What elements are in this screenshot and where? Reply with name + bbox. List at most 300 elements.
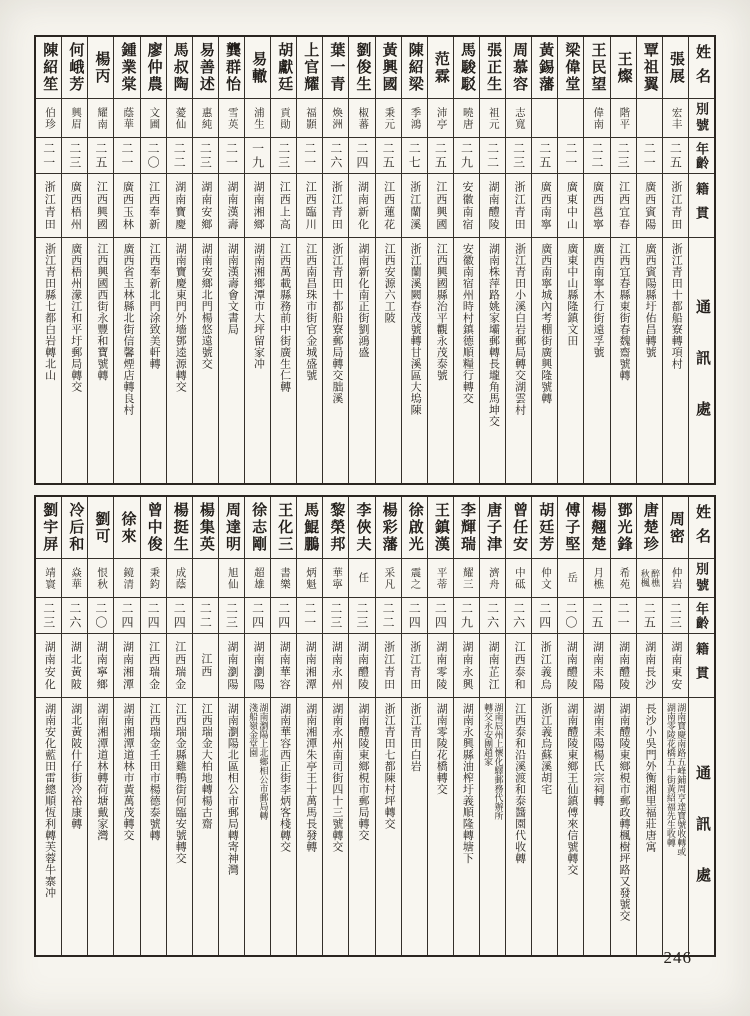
entry-name-text: 易轍 xyxy=(250,50,267,85)
entry-hao xyxy=(271,559,296,598)
entry-hao xyxy=(349,559,374,598)
entry-native xyxy=(532,174,557,238)
entry-name xyxy=(297,497,322,559)
entry-address xyxy=(584,698,609,955)
entry-column xyxy=(610,37,636,483)
entry-native-text: 浙江青田 xyxy=(43,180,56,231)
entry-address-text: 廣西梧州濛江和平圩郵局轉交 xyxy=(69,243,82,393)
entry-name xyxy=(480,497,505,559)
entry-native-text: 湖南醴陵 xyxy=(617,640,630,691)
entry-age xyxy=(637,598,662,634)
entry-column xyxy=(401,497,427,955)
entry-address xyxy=(349,238,374,483)
entry-name xyxy=(36,37,61,99)
entry-age-text: 二一 xyxy=(41,141,56,170)
entry-name xyxy=(637,497,662,559)
entry-native-text: 湖南耒陽 xyxy=(591,640,604,691)
entry-address xyxy=(611,698,636,955)
entry-name-text: 胡廷芳 xyxy=(537,502,554,553)
entry-hao xyxy=(219,559,244,598)
entry-age-text: 二〇 xyxy=(93,601,108,630)
entry-native-text: 湖南醴陵 xyxy=(565,640,578,691)
entry-column xyxy=(113,497,139,955)
entry-name xyxy=(558,497,583,559)
entry-native-text: 浙江蘭溪 xyxy=(408,180,421,231)
entry-address xyxy=(62,698,87,955)
entry-column xyxy=(636,497,662,955)
entry-column xyxy=(427,497,453,955)
entry-hao xyxy=(62,99,87,138)
entry-name xyxy=(245,37,270,99)
entry-column xyxy=(610,497,636,955)
entry-native xyxy=(36,174,61,238)
entry-age-text: 二一 xyxy=(642,141,657,170)
entry-hao-text: 平蒂 xyxy=(435,566,447,590)
header-native-label: 籍貫 xyxy=(693,181,709,230)
entry-hao xyxy=(88,99,113,138)
entry-hao-text: 恨秋 xyxy=(96,566,108,590)
entry-name-text: 黃錫藩 xyxy=(537,42,554,93)
entry-age xyxy=(584,598,609,634)
entry-age-text: 二四 xyxy=(120,601,135,630)
entry-age xyxy=(428,138,453,174)
directory-table-top xyxy=(34,35,716,485)
entry-address-text: 浙江青田十都船寮轉項村 xyxy=(670,243,683,370)
entry-age-text: 二五 xyxy=(642,601,657,630)
entry-age xyxy=(88,138,113,174)
entry-native xyxy=(480,634,505,698)
entry-age xyxy=(611,138,636,174)
entry-age-text: 二三 xyxy=(355,601,370,630)
entry-hao-text: 煥洲 xyxy=(331,106,343,130)
entry-name-text: 鄧光鋒 xyxy=(615,502,632,553)
entry-name xyxy=(62,497,87,559)
entry-native-text: 廣西邕寧 xyxy=(591,180,604,231)
entry-column xyxy=(505,497,531,955)
entry-native xyxy=(663,634,688,698)
entry-name xyxy=(245,497,270,559)
entry-address-text: 江西興國縣治平觀永茂泰號 xyxy=(435,243,448,381)
entry-native-text: 湖南安化 xyxy=(43,640,56,691)
entry-address-text: 江西安源六工陂 xyxy=(383,243,396,324)
entry-age xyxy=(297,138,322,174)
entry-hao xyxy=(663,99,688,138)
entry-address xyxy=(663,698,688,955)
entry-column xyxy=(662,37,688,483)
entry-age-text: 二一 xyxy=(224,141,239,170)
entry-address-text: 湖南永興縣油榨圩義順隆轉塘下 xyxy=(461,703,474,864)
entry-name-text: 李俠夫 xyxy=(354,502,371,553)
entry-hao-text: 超雄 xyxy=(252,566,264,590)
entry-hao-text: 月樵 xyxy=(592,566,604,590)
entry-hao-text: 蔭華 xyxy=(122,106,134,130)
entry-name-text: 周密 xyxy=(667,510,684,545)
entry-name xyxy=(141,497,166,559)
entry-name xyxy=(219,37,244,99)
entry-age-text: 二五 xyxy=(537,141,552,170)
entry-address xyxy=(532,238,557,483)
entry-column xyxy=(61,497,87,955)
entry-hao xyxy=(271,99,296,138)
entry-hao xyxy=(428,559,453,598)
entry-native-text: 廣西南寧 xyxy=(539,180,552,231)
header-name-label: 姓名 xyxy=(693,503,710,552)
entry-address xyxy=(62,238,87,483)
entry-address xyxy=(428,698,453,955)
entry-address xyxy=(506,238,531,483)
entry-native xyxy=(532,634,557,698)
entry-column xyxy=(192,37,218,483)
entry-age-text: 二三 xyxy=(224,601,239,630)
entry-native xyxy=(480,174,505,238)
entry-age-text: 二一 xyxy=(302,601,317,630)
entry-name xyxy=(532,497,557,559)
entry-native xyxy=(193,174,218,238)
entry-hao xyxy=(376,559,401,598)
entry-native-text: 浙江青田 xyxy=(669,180,682,231)
entry-name xyxy=(349,497,374,559)
entry-hao xyxy=(141,559,166,598)
entry-hao-text: 耀南 xyxy=(96,106,108,130)
entry-age-text: 二一 xyxy=(563,141,578,170)
entry-age-text: 二三 xyxy=(67,141,82,170)
entry-column xyxy=(375,37,401,483)
entry-column xyxy=(140,37,166,483)
entry-age xyxy=(167,598,192,634)
entry-name xyxy=(62,37,87,99)
entry-native xyxy=(637,634,662,698)
entry-address xyxy=(36,698,61,955)
entry-name-text: 胡獻廷 xyxy=(276,42,293,93)
entry-address-text: 湖北黃陂什仔街冷裕康轉 xyxy=(69,703,82,830)
entry-name xyxy=(193,497,218,559)
entry-hao xyxy=(532,99,557,138)
entry-age-text: 二一 xyxy=(616,601,631,630)
entry-native xyxy=(271,174,296,238)
entry-hao xyxy=(62,559,87,598)
entry-column xyxy=(36,497,61,955)
entry-native xyxy=(323,634,348,698)
entry-age xyxy=(62,138,87,174)
entry-age-text: 二一 xyxy=(120,141,135,170)
header-hao-label: 別號 xyxy=(693,102,709,134)
entry-address xyxy=(219,698,244,955)
entry-age xyxy=(271,138,296,174)
entry-native-text: 江西宜春 xyxy=(617,180,630,231)
entry-name-text: 劉宇屏 xyxy=(41,502,58,553)
entry-name xyxy=(663,37,688,99)
entry-address xyxy=(663,238,688,483)
entry-age-text: 二四 xyxy=(250,601,265,630)
entry-native xyxy=(297,174,322,238)
entry-name xyxy=(167,37,192,99)
entry-native xyxy=(349,174,374,238)
entry-age-text: 二三 xyxy=(668,601,683,630)
entry-address-text: 湖南湘潭道林轉荷塘戴家灣 xyxy=(95,703,108,841)
entry-column xyxy=(375,497,401,955)
entry-column xyxy=(505,37,531,483)
entry-address xyxy=(637,698,662,955)
entry-column xyxy=(531,497,557,955)
entry-hao xyxy=(219,99,244,138)
entry-native xyxy=(141,634,166,698)
entry-age xyxy=(36,598,61,634)
entry-age xyxy=(558,138,583,174)
entry-age-text: 二四 xyxy=(276,601,291,630)
entry-address-part: 湖南零陵花橋五十街黃紹福先生收轉 xyxy=(665,703,676,847)
entry-native-text: 江西上高 xyxy=(278,180,291,231)
entry-hao xyxy=(193,99,218,138)
entry-native xyxy=(114,634,139,698)
entry-native-text: 湖北黃陂 xyxy=(69,640,82,691)
entry-hao xyxy=(663,559,688,598)
entry-age xyxy=(141,138,166,174)
entry-address xyxy=(428,238,453,483)
entry-column xyxy=(662,497,688,955)
entry-column xyxy=(61,37,87,483)
entry-hao-text: 沛亭 xyxy=(435,106,447,130)
entry-native xyxy=(88,174,113,238)
entry-age xyxy=(376,138,401,174)
entry-hao-text: 曉唐 xyxy=(461,106,473,130)
entry-name xyxy=(376,37,401,99)
entry-address-text: 湖南永州南司街四十三號轉交 xyxy=(330,703,343,853)
entry-hao xyxy=(454,559,479,598)
entry-hao-text: 焱華 xyxy=(70,566,82,590)
entry-name-text: 葉一青 xyxy=(328,42,345,93)
entry-age xyxy=(637,138,662,174)
entry-native-text: 江西奉新 xyxy=(147,180,160,231)
entry-age-text: 二四 xyxy=(146,601,161,630)
header-native-cell xyxy=(689,634,714,698)
entry-age-text: 二九 xyxy=(459,601,474,630)
entry-address-dual xyxy=(665,703,685,856)
entry-column xyxy=(140,497,166,955)
entry-age xyxy=(193,598,218,634)
entry-native xyxy=(637,174,662,238)
entry-hao-text: 鏡清 xyxy=(122,566,134,590)
entry-hao-text: 成蔭 xyxy=(174,566,186,590)
entry-address xyxy=(532,698,557,955)
entry-hao-text: 文圃 xyxy=(148,106,160,130)
entry-address-text: 浙江義烏蘇溪胡宅 xyxy=(539,703,552,795)
entry-address-text: 湖南瀏陽北區相公市郵局轉寄神灣 xyxy=(226,703,239,876)
header-age-cell xyxy=(689,138,714,174)
entry-age xyxy=(402,598,427,634)
entry-name xyxy=(141,37,166,99)
entry-name xyxy=(584,37,609,99)
entry-name-text: 上官耀 xyxy=(302,42,319,93)
entry-hao xyxy=(428,99,453,138)
entry-age-text: 二二 xyxy=(485,141,500,170)
entry-age-text: 二三 xyxy=(616,141,631,170)
entry-native-text: 湖南漢壽 xyxy=(225,180,238,231)
entry-age xyxy=(532,598,557,634)
entry-hao-text: 雪英 xyxy=(226,106,238,130)
entry-hao-text: 仲文 xyxy=(540,566,552,590)
entry-age xyxy=(219,138,244,174)
entry-column xyxy=(218,37,244,483)
entry-native xyxy=(219,634,244,698)
entry-hao xyxy=(245,99,270,138)
entry-name-text: 徐來 xyxy=(119,510,136,545)
entry-hao-text: 濟舟 xyxy=(487,566,499,590)
entry-hao-text: 椒蕃 xyxy=(357,106,369,130)
entry-name-text: 周達明 xyxy=(223,502,240,553)
entry-address-text: 江西萬載縣務前中街廣生仁轉 xyxy=(278,243,291,393)
entry-name xyxy=(663,497,688,559)
entry-address xyxy=(349,698,374,955)
entry-name-text: 唐楚珍 xyxy=(641,502,658,553)
entry-address-text: 湖南漢壽會文書局 xyxy=(226,243,239,335)
entry-native xyxy=(428,174,453,238)
entry-hao-text: 秉鈞 xyxy=(148,566,160,590)
entry-address xyxy=(193,238,218,483)
entry-hao xyxy=(297,99,322,138)
entry-address-text: 廣西南寧木行街遠孚號 xyxy=(591,243,604,358)
entry-name-text: 馬鯤鵬 xyxy=(302,502,319,553)
entry-name-text: 范霖 xyxy=(432,50,449,85)
entry-age-text: 二一 xyxy=(302,141,317,170)
entry-hao xyxy=(611,99,636,138)
entry-age-text: 二四 xyxy=(355,141,370,170)
entry-name xyxy=(428,37,453,99)
entry-native-text: 湖南醴陵 xyxy=(487,180,500,231)
entry-native-text: 湖南湘潭 xyxy=(304,640,317,691)
entry-age xyxy=(114,138,139,174)
entry-age xyxy=(297,598,322,634)
entry-native xyxy=(62,634,87,698)
entry-column xyxy=(583,37,609,483)
entry-hao-text: 震之 xyxy=(409,566,421,590)
entry-native xyxy=(323,174,348,238)
entry-age-text: 二三 xyxy=(276,141,291,170)
entry-hao xyxy=(36,99,61,138)
entry-name-text: 陳紹梁 xyxy=(406,42,423,93)
entry-hao xyxy=(167,99,192,138)
entry-native xyxy=(506,174,531,238)
entry-column xyxy=(192,497,218,955)
entry-address-part: 湖南寶慶南路五峰鋪周亨達寶號收轉或 xyxy=(676,703,687,856)
entry-native xyxy=(402,174,427,238)
entry-column xyxy=(244,37,270,483)
entry-column xyxy=(270,497,296,955)
entry-native xyxy=(193,634,218,698)
entry-age xyxy=(271,598,296,634)
entry-name xyxy=(167,497,192,559)
entry-age xyxy=(349,598,374,634)
entry-address-text: 江西瑞金壬田市楊德泰號轉 xyxy=(148,703,161,841)
entry-native-text: 湖南安鄉 xyxy=(199,180,212,231)
entry-native xyxy=(506,634,531,698)
header-age-label: 年齡 xyxy=(693,141,709,170)
entry-address-text: 浙江青田十都船寮郵局轉交朏溪 xyxy=(330,243,343,404)
entry-name-text: 劉可 xyxy=(93,510,110,545)
entry-address-text: 浙江蘭溪闕春茂號轉甘溪區大塢陳 xyxy=(409,243,422,416)
entry-address xyxy=(584,238,609,483)
entry-native xyxy=(558,634,583,698)
entry-address-text: 江西瑞金大柏地轉楊古齋 xyxy=(200,703,213,830)
entry-address xyxy=(271,238,296,483)
entry-hao xyxy=(611,559,636,598)
header-hao-label: 別號 xyxy=(693,562,709,594)
entry-native-text: 廣西賓陽 xyxy=(643,180,656,231)
entry-hao xyxy=(584,559,609,598)
entry-address xyxy=(323,698,348,955)
entry-name xyxy=(611,497,636,559)
directory-table-bottom xyxy=(34,495,716,957)
entry-hao xyxy=(637,559,662,598)
entry-hao-text: 偉南 xyxy=(592,106,604,130)
entry-hao-dual xyxy=(639,569,659,587)
entry-native xyxy=(245,174,270,238)
entry-address-text: 浙江青田白岩 xyxy=(409,703,422,772)
entry-age xyxy=(480,138,505,174)
entry-column xyxy=(348,497,374,955)
entry-native-text: 湖南寶慶 xyxy=(173,180,186,231)
entry-age xyxy=(141,598,166,634)
entry-address xyxy=(297,698,322,955)
entry-hao-text: 伯珍 xyxy=(43,106,55,130)
entry-name-text: 徐志剛 xyxy=(250,502,267,553)
entry-native-text: 江西泰和 xyxy=(513,640,526,691)
entry-name xyxy=(637,37,662,99)
entry-column xyxy=(348,37,374,483)
header-address-label: 通訊處 xyxy=(693,299,710,452)
entry-name-text: 曾中俊 xyxy=(145,502,162,553)
entry-address xyxy=(271,698,296,955)
entry-native xyxy=(611,174,636,238)
entry-age-text: 二二 xyxy=(381,601,396,630)
entry-hao-text: 耀三 xyxy=(461,566,473,590)
entry-column xyxy=(401,37,427,483)
entry-address-text: 湖南醴陵東鄉梘市郵政轉楓樹坪路又發號交 xyxy=(618,703,631,922)
entry-native-text: 湖南寧鄉 xyxy=(95,640,108,691)
entry-hao-text: 旭仙 xyxy=(226,566,238,590)
header-hao-cell xyxy=(689,99,714,138)
entry-age-text: 二四 xyxy=(407,601,422,630)
entry-name xyxy=(611,37,636,99)
entry-column xyxy=(87,37,113,483)
entry-hao-text: 采凡 xyxy=(383,566,395,590)
entry-native-text: 湖南湘潭 xyxy=(121,640,134,691)
entry-column xyxy=(557,497,583,955)
entry-address xyxy=(141,238,166,483)
entry-age xyxy=(584,138,609,174)
entry-address xyxy=(558,698,583,955)
entry-native xyxy=(402,634,427,698)
entry-name xyxy=(297,37,322,99)
entry-address xyxy=(454,698,479,955)
entry-name-text: 張正生 xyxy=(485,42,502,93)
entry-column xyxy=(453,497,479,955)
entry-hao-text: 炳魁 xyxy=(305,566,317,590)
entry-name-text: 冷后和 xyxy=(67,502,84,553)
entry-hao-text: 靖寰 xyxy=(43,566,55,590)
entry-native-text: 湖南湘鄉 xyxy=(252,180,265,231)
entry-age xyxy=(219,598,244,634)
entry-address-part: 湖南瀏陽上北鄉相公市郵局轉 xyxy=(258,703,269,820)
entry-address xyxy=(36,238,61,483)
entry-address xyxy=(558,238,583,483)
entry-address xyxy=(376,698,401,955)
entry-address-part: 湖南辰州上懷化驛郵務代辦所 xyxy=(493,703,504,820)
entry-hao xyxy=(297,559,322,598)
entry-age-text: 二三 xyxy=(41,601,56,630)
entry-name xyxy=(114,37,139,99)
header-name-cell xyxy=(689,497,714,559)
entry-native-text: 浙江青田 xyxy=(408,640,421,691)
